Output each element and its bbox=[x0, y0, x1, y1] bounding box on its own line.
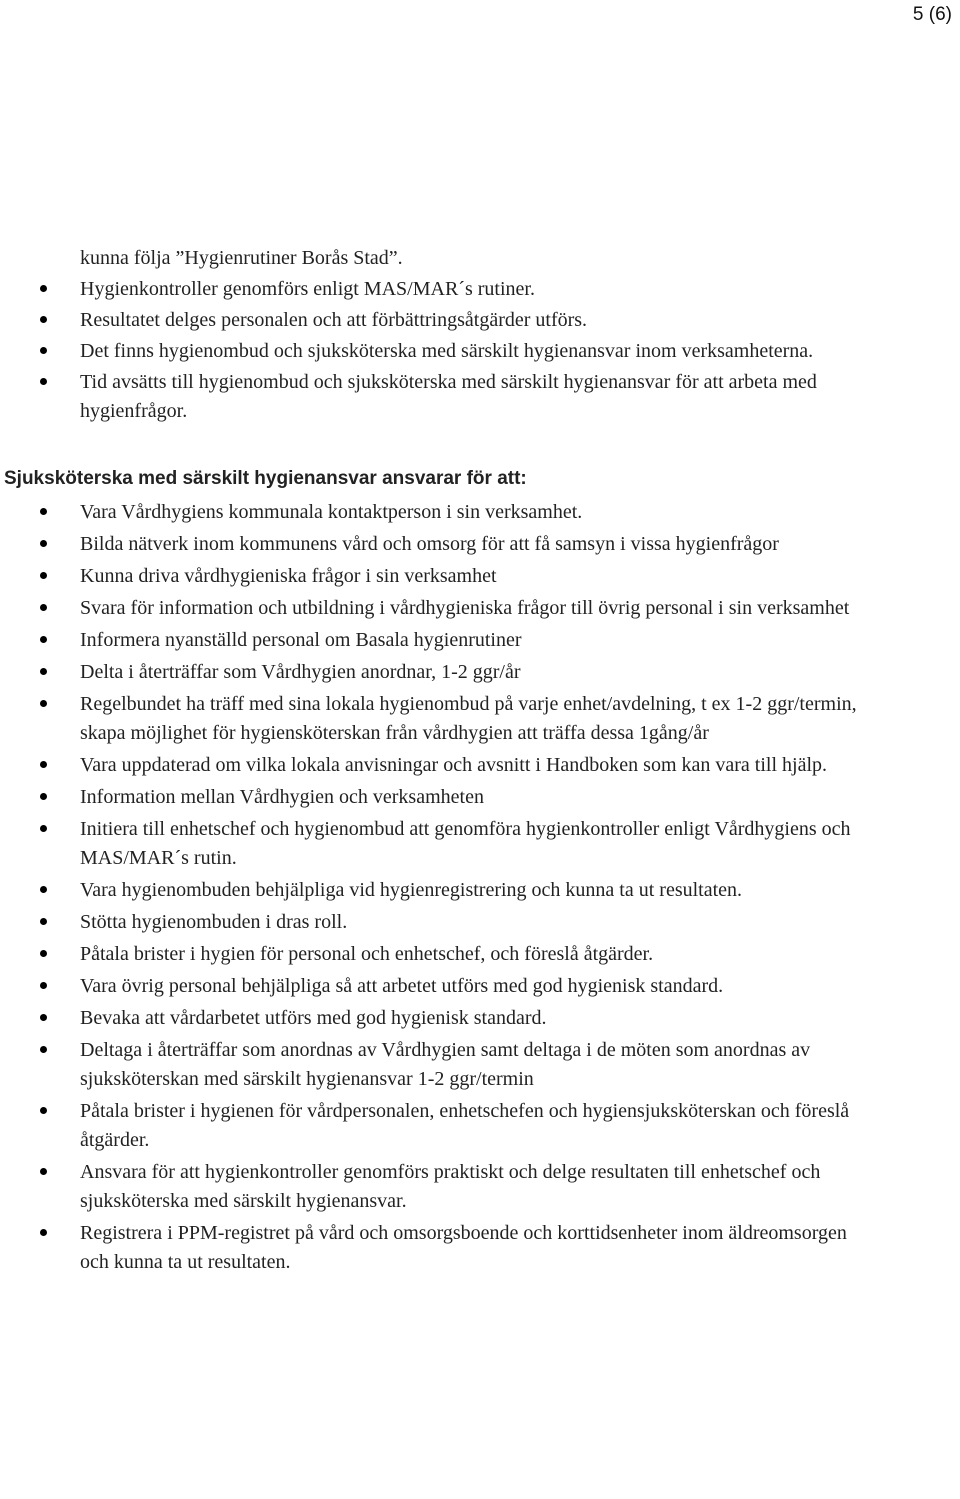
list-item-text: Bevaka att vårdarbetet utförs med god hygienisk standard. bbox=[80, 1007, 547, 1029]
list-item bbox=[0, 1158, 960, 1216]
bullet-icon bbox=[40, 316, 47, 323]
bullet-icon bbox=[40, 668, 47, 675]
list-item bbox=[0, 337, 960, 366]
list-item-text: Registrera i PPM-registret på vård och omsorgsboende och korttidsenheter inom äldreomsorgen och kunna ta ut resultaten. bbox=[80, 1222, 847, 1273]
bullet-icon bbox=[40, 378, 47, 385]
list-item bbox=[0, 908, 960, 937]
list-item bbox=[0, 1219, 960, 1277]
list-item bbox=[0, 244, 960, 273]
list-item-text: Bilda nätverk inom kommunens vård och omsorg för att få samsyn i vissa hygienfrågor bbox=[80, 533, 779, 555]
bullet-icon bbox=[40, 1014, 47, 1021]
bullet-icon bbox=[40, 825, 47, 832]
bullet-icon bbox=[40, 572, 47, 579]
bullet-icon bbox=[40, 1046, 47, 1053]
page-number: 5 (6) bbox=[912, 4, 952, 25]
document-body bbox=[0, 244, 960, 1280]
list-item-text: Informera nyanställd personal om Basala hygienrutiner bbox=[80, 629, 522, 651]
list-item-text: Information mellan Vårdhygien och verksamheten bbox=[80, 786, 484, 808]
list-item bbox=[0, 594, 960, 623]
list-item bbox=[0, 626, 960, 655]
bullet-icon bbox=[40, 540, 47, 547]
list-item-text: Påtala brister i hygien för personal och enhetschef, och föreslå åtgärder. bbox=[80, 943, 654, 965]
bullet-icon bbox=[40, 700, 47, 707]
list-item bbox=[0, 972, 960, 1001]
bullet-icon bbox=[40, 761, 47, 768]
list-item bbox=[0, 562, 960, 591]
list-item-text: Initiera till enhetschef och hygienombud att genomföra hygienkontroller enligt Vårdhygiens och MAS/MAR´s rutin. bbox=[80, 818, 851, 869]
responsibilities-list bbox=[0, 498, 960, 1277]
list-item bbox=[0, 498, 960, 527]
bullet-icon bbox=[40, 604, 47, 611]
list-item-text: Vara hygienombuden behjälpliga vid hygienregistrering och kunna ta ut resultaten. bbox=[80, 879, 743, 901]
list-item bbox=[0, 1004, 960, 1033]
bullet-icon bbox=[40, 1168, 47, 1175]
list-item-text: Svara för information och utbildning i vårdhygieniska frågor till övrig personal i sin verksamhet bbox=[80, 597, 850, 619]
list-item-text: Vara övrig personal behjälpliga så att arbetet utförs med god hygienisk standard. bbox=[80, 975, 724, 997]
list-item-text: kunna följa ”Hygienrutiner Borås Stad”. bbox=[80, 247, 403, 269]
list-item-text: Ansvara för att hygienkontroller genomförs praktiskt och delge resultaten till enhetschef och sjuksköterska med särskilt hygienansvar. bbox=[80, 1161, 821, 1212]
list-item bbox=[0, 940, 960, 969]
list-item bbox=[0, 368, 960, 426]
list-item-text: Delta i återträffar som Vårdhygien anordnar, 1-2 ggr/år bbox=[80, 661, 521, 683]
bullet-icon bbox=[40, 285, 47, 292]
list-item-text: Stötta hygienombuden i dras roll. bbox=[80, 911, 348, 933]
bullet-icon bbox=[40, 347, 47, 354]
list-item bbox=[0, 1097, 960, 1155]
list-item-text: Det finns hygienombud och sjuksköterska med särskilt hygienansvar inom verksamheterna. bbox=[80, 340, 814, 362]
bullet-icon bbox=[40, 950, 47, 957]
list-item-text: Regelbundet ha träff med sina lokala hygienombud på varje enhet/avdelning, t ex 1-2 ggr/termin, skapa möjlighet för hygiensköterskan från vårdhygien att träffa dessa 1gång/år bbox=[80, 693, 857, 744]
list-item bbox=[0, 530, 960, 559]
list-item bbox=[0, 815, 960, 873]
list-item bbox=[0, 658, 960, 687]
bullet-icon bbox=[40, 793, 47, 800]
list-item bbox=[0, 306, 960, 335]
list-item-text: Vara Vårdhygiens kommunala kontaktperson i sin verksamhet. bbox=[80, 501, 583, 523]
list-item-text: Tid avsätts till hygienombud och sjuksköterska med särskilt hygienansvar för att arbeta med hygienfrågor. bbox=[80, 371, 817, 422]
list-item-text: Deltaga i återträffar som anordnas av Vårdhygien samt deltaga i de möten som anordnas av sjuksköterskan med särskilt hygienansvar 1-2 ggr/termin bbox=[80, 1039, 811, 1090]
bullet-icon bbox=[40, 1107, 47, 1114]
intro-list bbox=[0, 244, 960, 426]
list-item bbox=[0, 876, 960, 905]
bullet-icon bbox=[40, 886, 47, 893]
bullet-icon bbox=[40, 508, 47, 515]
bullet-icon bbox=[40, 636, 47, 643]
list-item bbox=[0, 751, 960, 780]
list-item bbox=[0, 1036, 960, 1094]
list-item-text: Resultatet delges personalen och att förbättringsåtgärder utförs. bbox=[80, 309, 588, 331]
list-item-text: Påtala brister i hygienen för vårdpersonalen, enhetschefen och hygiensjuksköterskan och föreslå åtgärder. bbox=[80, 1100, 850, 1151]
section-heading: Sjuksköterska med särskilt hygienansvar ansvarar för att: bbox=[4, 468, 527, 489]
list-item bbox=[0, 275, 960, 304]
list-item-text: Kunna driva vårdhygieniska frågor i sin verksamhet bbox=[80, 565, 497, 587]
bullet-icon bbox=[40, 918, 47, 925]
list-item bbox=[0, 690, 960, 748]
list-item bbox=[0, 783, 960, 812]
list-item-text: Hygienkontroller genomförs enligt MAS/MAR´s rutiner. bbox=[80, 278, 535, 300]
bullet-icon bbox=[40, 1229, 47, 1236]
bullet-icon bbox=[40, 982, 47, 989]
list-item-text: Vara uppdaterad om vilka lokala anvisningar och avsnitt i Handboken som kan vara till hjälp. bbox=[80, 754, 828, 776]
